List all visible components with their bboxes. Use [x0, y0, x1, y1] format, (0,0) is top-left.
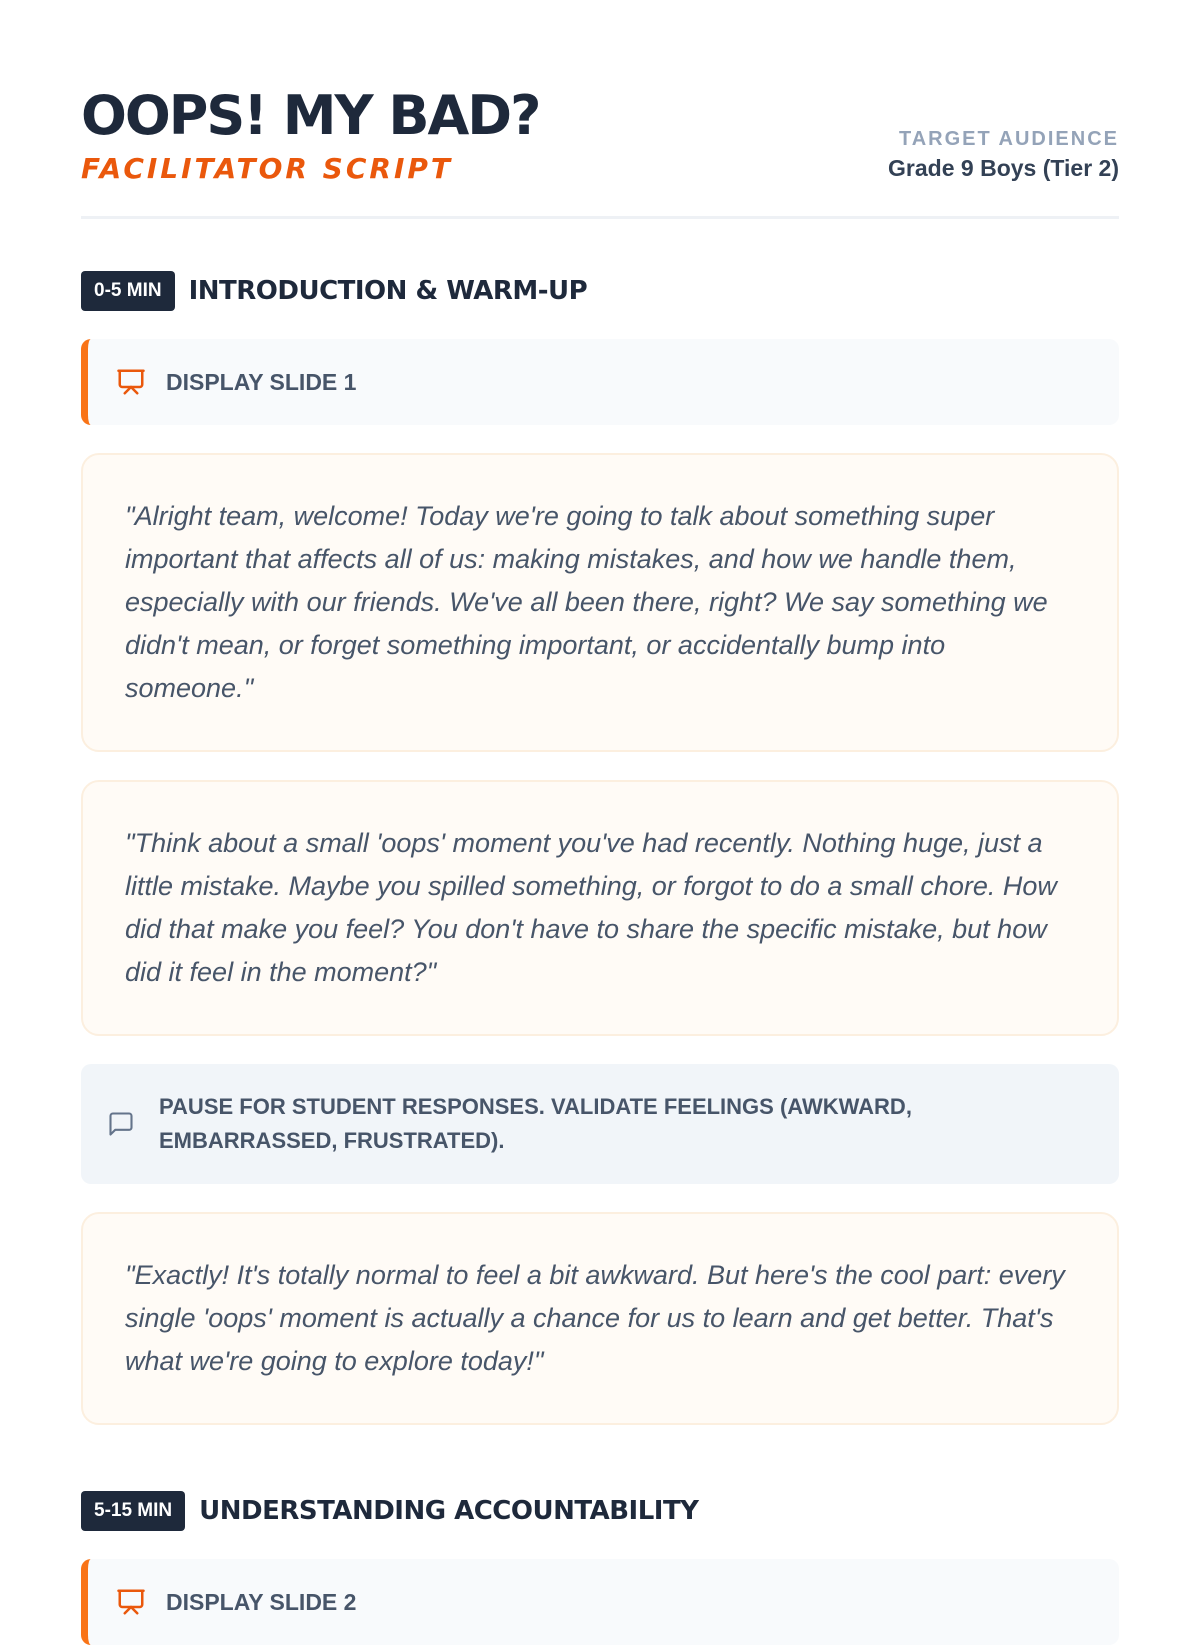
script-quote-text: "Alright team, welcome! Today we're going to talk about something super important that affects all of us: making mistakes, and how we handle them, especially with our friends. We've all been there, right? We say something we didn't mean, or forget something important, or accidentally bump into someone.": [125, 501, 1048, 703]
script-quote: [81, 1212, 1119, 1425]
time-badge: 0-5 MIN: [81, 271, 175, 311]
display-slide-label: DISPLAY SLIDE 2: [166, 1588, 357, 1615]
section-header-accountability: [81, 1491, 1119, 1531]
script-quote: [81, 453, 1119, 752]
display-slide-label: DISPLAY SLIDE 1: [166, 368, 357, 395]
target-audience-value: Grade 9 Boys (Tier 2): [888, 155, 1119, 181]
display-slide-card: [81, 339, 1119, 425]
display-slide-card: [81, 1559, 1119, 1645]
facilitator-note-text: PAUSE FOR STUDENT RESPONSES. VALIDATE FEELINGS (AWKWARD, EMBARRASSED, FRUSTRATED).: [159, 1094, 912, 1153]
title-block: [81, 86, 539, 186]
section-title: INTRODUCTION & WARM-UP: [188, 276, 588, 306]
page-title: OOPS! MY BAD?: [81, 84, 540, 147]
facilitator-note: [81, 1064, 1119, 1184]
script-quote-text: "Think about a small 'oops' moment you've had recently. Nothing huge, just a little mistake. Maybe you spilled something, or forgot to do a small chore. How did that make you feel? You don't have to share the specific mistake, but how did it feel in the moment?": [125, 828, 1057, 987]
script-quote-text: "Exactly! It's totally normal to feel a bit awkward. But here's the cool part: every single 'oops' moment is actually a chance for us to learn and get better. That's what we're going to explore today!": [125, 1260, 1065, 1376]
target-audience-label: TARGET AUDIENCE: [899, 128, 1119, 150]
section-header-introduction: [81, 271, 1119, 311]
section-title: UNDERSTANDING ACCOUNTABILITY: [199, 1496, 699, 1526]
message-square-icon: [107, 1110, 135, 1138]
target-audience: [888, 126, 1119, 186]
presentation-icon: [116, 1587, 146, 1617]
time-badge: 5-15 MIN: [81, 1491, 185, 1531]
script-quote: [81, 780, 1119, 1036]
presentation-icon: [116, 367, 146, 397]
page-subtitle: FACILITATOR SCRIPT: [81, 152, 453, 185]
page-header: [81, 0, 1119, 219]
